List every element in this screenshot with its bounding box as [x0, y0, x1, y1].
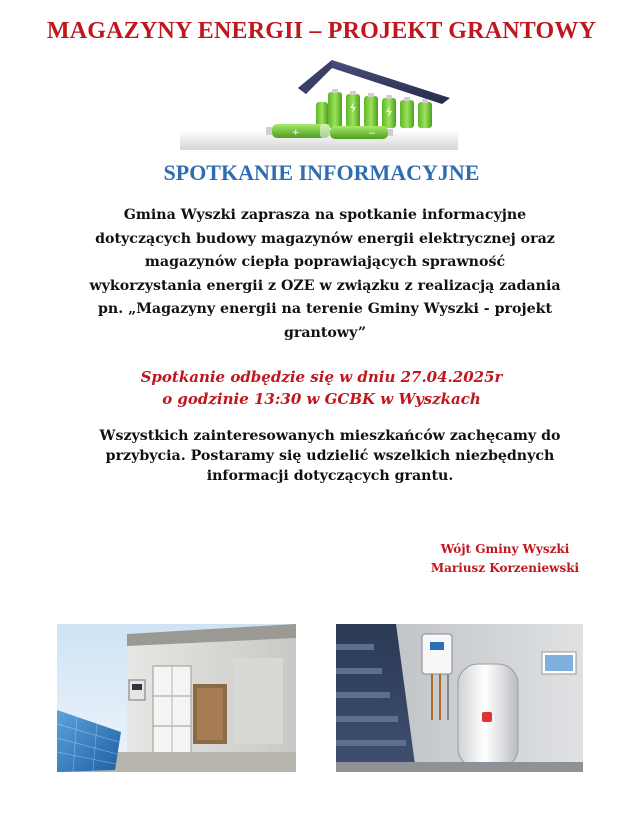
invite-line: przybycia. Postaramy się udzielić wszelkich niezbędnych — [105, 448, 555, 464]
signature-block — [400, 540, 610, 578]
intro-line: Gmina Wyszki zaprasza na spotkanie informacyjne — [123, 207, 527, 223]
intro-line: pn. „Magazyny energii na terenie Gminy Wyszki - projekt — [97, 301, 553, 317]
svg-text:+: + — [292, 128, 300, 138]
intro-line: magazynów ciepła poprawiających sprawność — [144, 254, 506, 270]
meeting-date-line: Spotkanie odbędzie się w dniu 27.04.2025r — [140, 368, 503, 386]
intro-line: grantowy” — [283, 324, 367, 341]
svg-text:−: − — [368, 129, 376, 139]
intro-line: wykorzystania energii z OZE w związku z realizacją zadania — [89, 277, 561, 294]
invitation-paragraph — [40, 426, 620, 486]
invite-line: Wszystkich zainteresowanych mieszkańców zachęcamy do — [99, 428, 561, 444]
signature-role: Wójt Gminy Wyszki — [440, 542, 570, 556]
invite-line: informacji dotyczących grantu. — [206, 468, 454, 484]
section-heading: SPOTKANIE INFORMACYJNE — [163, 160, 480, 185]
heat-storage-tank-photo — [336, 624, 583, 772]
meeting-details — [0, 366, 643, 410]
home-battery-photo — [57, 624, 296, 772]
poster-title: MAGAZYNY ENERGII – PROJEKT GRANTOWY — [46, 18, 597, 44]
battery-house-illustration — [180, 58, 458, 150]
signature-name: Mariusz Korzeniewski — [430, 561, 580, 575]
meeting-time-place-line: o godzinie 13:30 w GCBK w Wyszkach — [162, 390, 481, 408]
intro-line: dotyczących budowy magazynów energii elektrycznej oraz — [95, 230, 555, 247]
intro-paragraph — [30, 204, 620, 345]
